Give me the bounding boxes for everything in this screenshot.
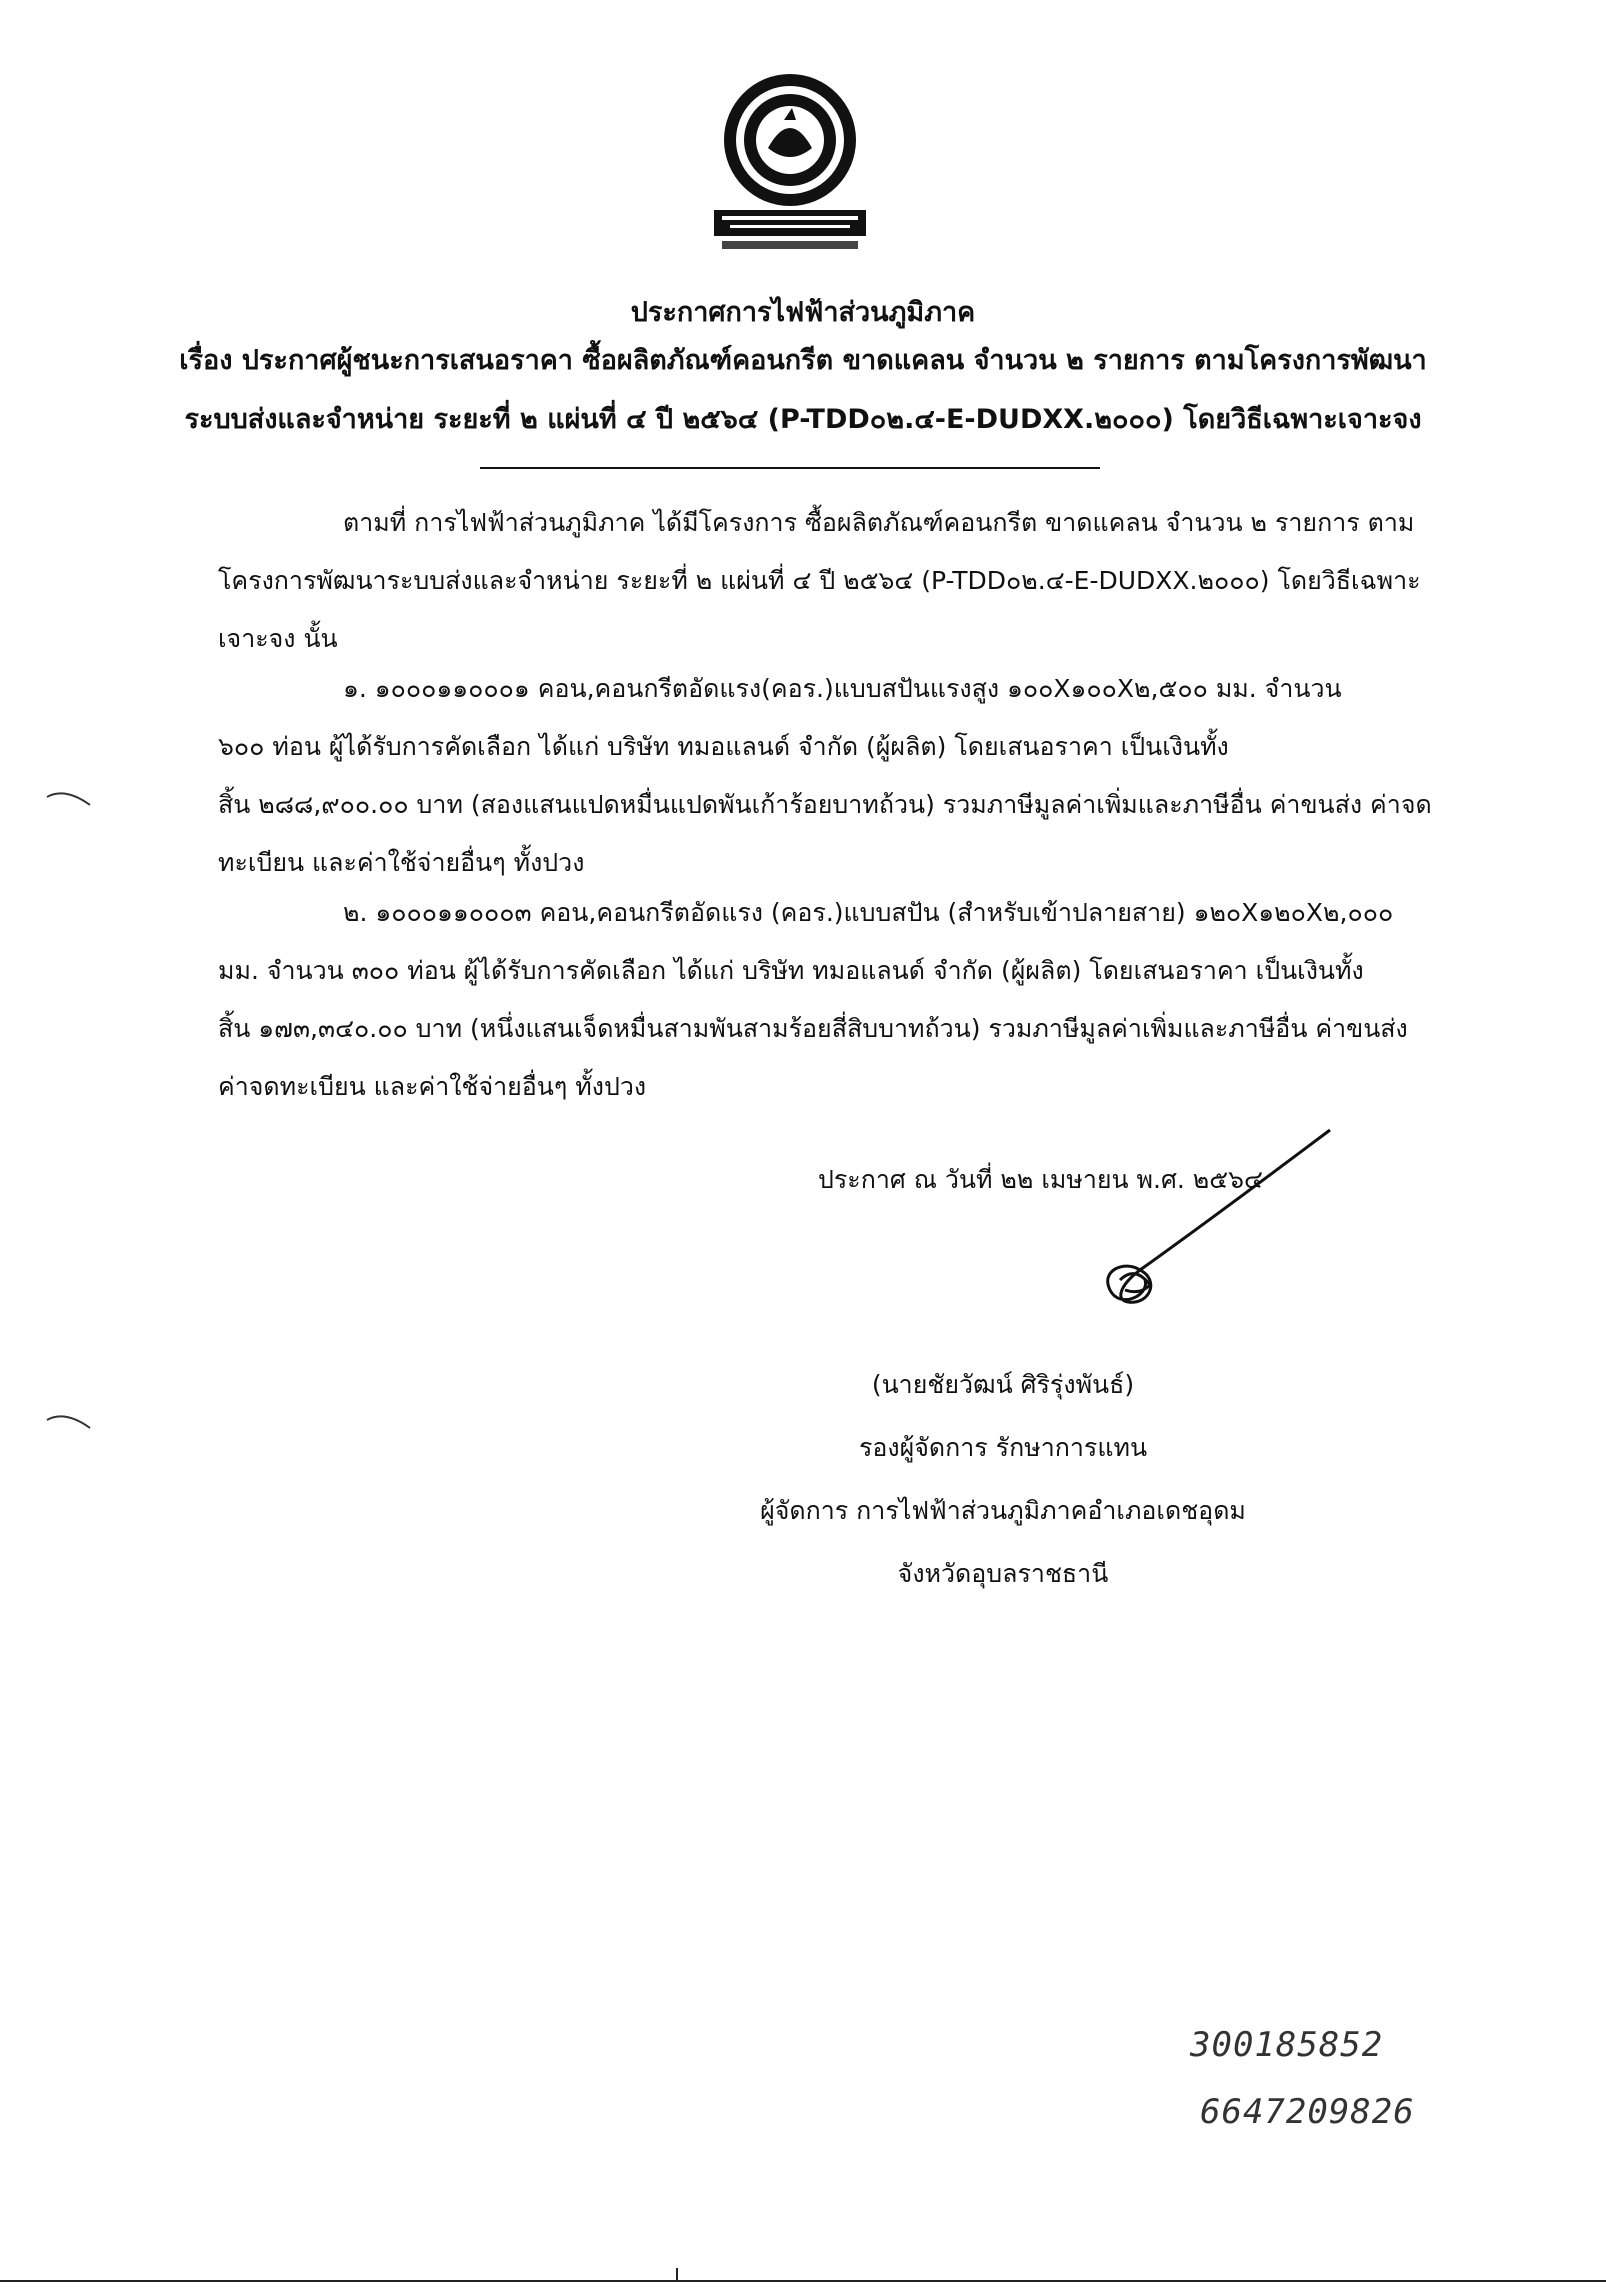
item2-line-4: ค่าจดทะเบียน และค่าใช้จ่ายอื่นๆ ทั้งปวง [218,1072,647,1101]
intro-line-3: เจาะจง นั้น [218,624,338,653]
item1-line-4: ทะเบียน และค่าใช้จ่ายอื่นๆ ทั้งปวง [218,848,585,877]
pea-emblem-logo [700,68,880,288]
item2-line-1: ๒. ๑๐๐๐๑๑๐๐๐๓ คอน,คอนกรีตอัดแรง (คอร.)แบบสปัน (สำหรับเข้าปลายสาย) ๑๒๐X๑๒๐X๒,๐๐๐ [343,898,1394,927]
subject-line-2: ระบบส่งและจำหน่าย ระยะที่ ๒ แผ่นที่ ๔ ปี ๒๕๖๔ (P-TDD๐๒.๔-E-DUDXX.๒๐๐๐) โดยวิธีเฉพาะเจาะจง [184,404,1422,435]
title-divider [480,467,1100,469]
subject-line-1: เรื่อง ประกาศผู้ชนะการเสนอราคา ซื้อผลิตภัณฑ์คอนกรีต ขาดแคลน จำนวน ๒ รายการ ตามโครงการพัฒนา [179,345,1427,376]
intro-line-1: ตามที่ การไฟฟ้าส่วนภูมิภาค ได้มีโครงการ ซื้อผลิตภัณฑ์คอนกรีต ขาดแคลน จำนวน ๒ รายการ ตาม [343,508,1415,537]
item1-line-1: ๑. ๑๐๐๐๑๑๐๐๐๑ คอน,คอนกรีตอัดแรง(คอร.)แบบสปันแรงสูง ๑๐๐X๑๐๐X๒,๕๐๐ มม. จำนวน [343,674,1342,703]
intro-line-2: โครงการพัฒนาระบบส่งและจำหน่าย ระยะที่ ๒ แผ่นที่ ๔ ปี ๒๕๖๔ (P-TDD๐๒.๔-E-DUDXX.๒๐๐๐) โดยวิธีเฉพาะ [218,566,1421,595]
item2-line-2: มม. จำนวน ๓๐๐ ท่อน ผู้ได้รับการคัดเลือก ได้แก่ บริษัท ทมอแลนด์ จำกัด (ผู้ผลิต) โดยเสนอราคา เป็นเงินทั้ง [218,956,1364,985]
item1-line-2: ๖๐๐ ท่อน ผู้ได้รับการคัดเลือก ได้แก่ บริษัท ทมอแลนด์ จำกัด (ผู้ผลิต) โดยเสนอราคา เป็นเงินทั้ง [218,732,1229,761]
margin-mark-1 [45,785,95,815]
signer-position-2: ผู้จัดการ การไฟฟ้าส่วนภูมิภาคอำเภอเดชอุดม [760,1496,1246,1525]
margin-mark-2 [45,1408,95,1438]
handwritten-note-2: 6647209826 [1200,2092,1415,2132]
signer-position-1: รองผู้จัดการ รักษาการแทน [858,1433,1148,1462]
item1-line-3: สิ้น ๒๘๘,๙๐๐.๐๐ บาท (สองแสนแปดหมื่นแปดพันเก้าร้อยบาทถ้วน) รวมภาษีมูลค่าเพิ่มและภาษีอื่น ค่าขนส่ง ค่าจด [218,790,1432,819]
announcement-title: ประกาศการไฟฟ้าส่วนภูมิภาค [630,297,976,328]
signature-scribble [1040,1120,1340,1340]
signer-name: (นายชัยวัฒน์ ศิริรุ่งพันธ์) [871,1370,1135,1399]
announcement-date: ประกาศ ณ วันที่ ๒๒ เมษายน พ.ศ. ๒๕๖๔ [818,1165,1263,1194]
bottom-tick [676,2268,678,2282]
bottom-border [0,2280,1606,2282]
item2-line-3: สิ้น ๑๗๓,๓๔๐.๐๐ บาท (หนึ่งแสนเจ็ดหมื่นสามพันสามร้อยสี่สิบบาทถ้วน) รวมภาษีมูลค่าเพิ่มและภาษีอื่น ค่าขนส่ง [218,1014,1408,1043]
signer-position-3: จังหวัดอุบลราชธานี [897,1559,1109,1588]
handwritten-note-1: 300185852 [1190,2025,1384,2065]
